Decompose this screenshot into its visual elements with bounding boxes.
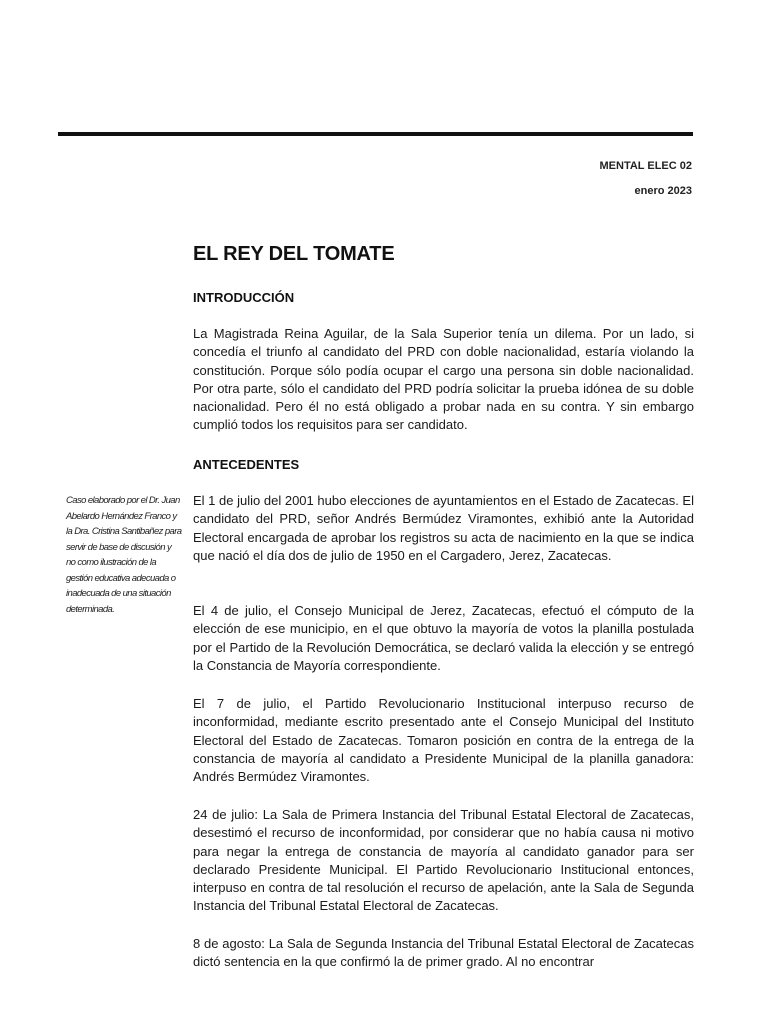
document-date: enero 2023 <box>634 185 692 197</box>
paragraph: 8 de agosto: La Sala de Segunda Instancia del Tribunal Estatal Electoral de Zacatecas dictó sentencia en la que confirmó la de primer grado. Al no encontrar <box>193 936 694 970</box>
header-rule <box>58 132 693 136</box>
paragraph: El 4 de julio, el Consejo Municipal de Jerez, Zacatecas, efectuó el cómputo de la elección de ese municipio, en el que obtuvo la mayoría de votos la planilla postulada por el Partido de la Revolución Democrática, se declaró valida la elección y se entregó la Constancia de Mayoría correspondiente. <box>193 603 694 673</box>
side-note: Caso elaborado por el Dr. Juan Abelardo Hernández Franco y la Dra. Cristina Santibañez para servir de base de discusión y no como ilustración de la gestión educativa adecuada o inadecuada de una situación determinada. <box>66 495 182 615</box>
document-title: EL REY DEL TOMATE <box>193 243 395 265</box>
intro-paragraph: La Magistrada Reina Aguilar, de la Sala Superior tenía un dilema. Por un lado, si concedía el triunfo al candidato del PRD con doble nacionalidad, estaría violando la constitución. Porque sólo podía ocupar el cargo una persona sin doble nacionalidad. Por otra parte, sólo el candidato del PRD podría solicitar la prueba idónea de su doble nacionalidad. Pero él no está obligado a probar nada en su contra. Y sin embargo cumplió todos los requisitos para ser candidato. <box>193 326 694 433</box>
section-heading-antecedentes: ANTECEDENTES <box>193 457 300 472</box>
document-code: MENTAL ELEC 02 <box>599 160 692 172</box>
paragraph: El 1 de julio del 2001 hubo elecciones de ayuntamientos en el Estado de Zacatecas. El candidato del PRD, señor Andrés Bermúdez Viramontes, exhibió ante la Autoridad Electoral encargada de aprobar los registros su acta de nacimiento en la que se indica que nació el día dos de julio de 1950 en el Cargadero, Jerez, Zacatecas. <box>193 493 694 563</box>
section-heading-introduccion: INTRODUCCIÓN <box>193 290 295 305</box>
paragraph: 24 de julio: La Sala de Primera Instancia del Tribunal Estatal Electoral de Zacatecas, desestimó el recurso de inconformidad, por considerar que no había causa ni motivo para negar la entrega de constancia de mayoría al candidato ganador para ser declarado Presidente Municipal. El Partido Revolucionario Institucional entonces, interpuso en contra de tal resolución el recurso de apelación, ante la Sala de Segunda Instancia del Tribunal Estatal Electoral de Zacatecas. <box>193 807 694 914</box>
paragraph: El 7 de julio, el Partido Revolucionario Institucional interpuso recurso de inconformidad, mediante escrito presentado ante el Consejo Municipal del Instituto Electoral del Estado de Zacatecas. Tomaron posición en contra de la entrega de la constancia de mayoría al candidato a Presidente Municipal de la planilla ganadora: Andrés Bermúdez Viramontes. <box>193 696 694 785</box>
